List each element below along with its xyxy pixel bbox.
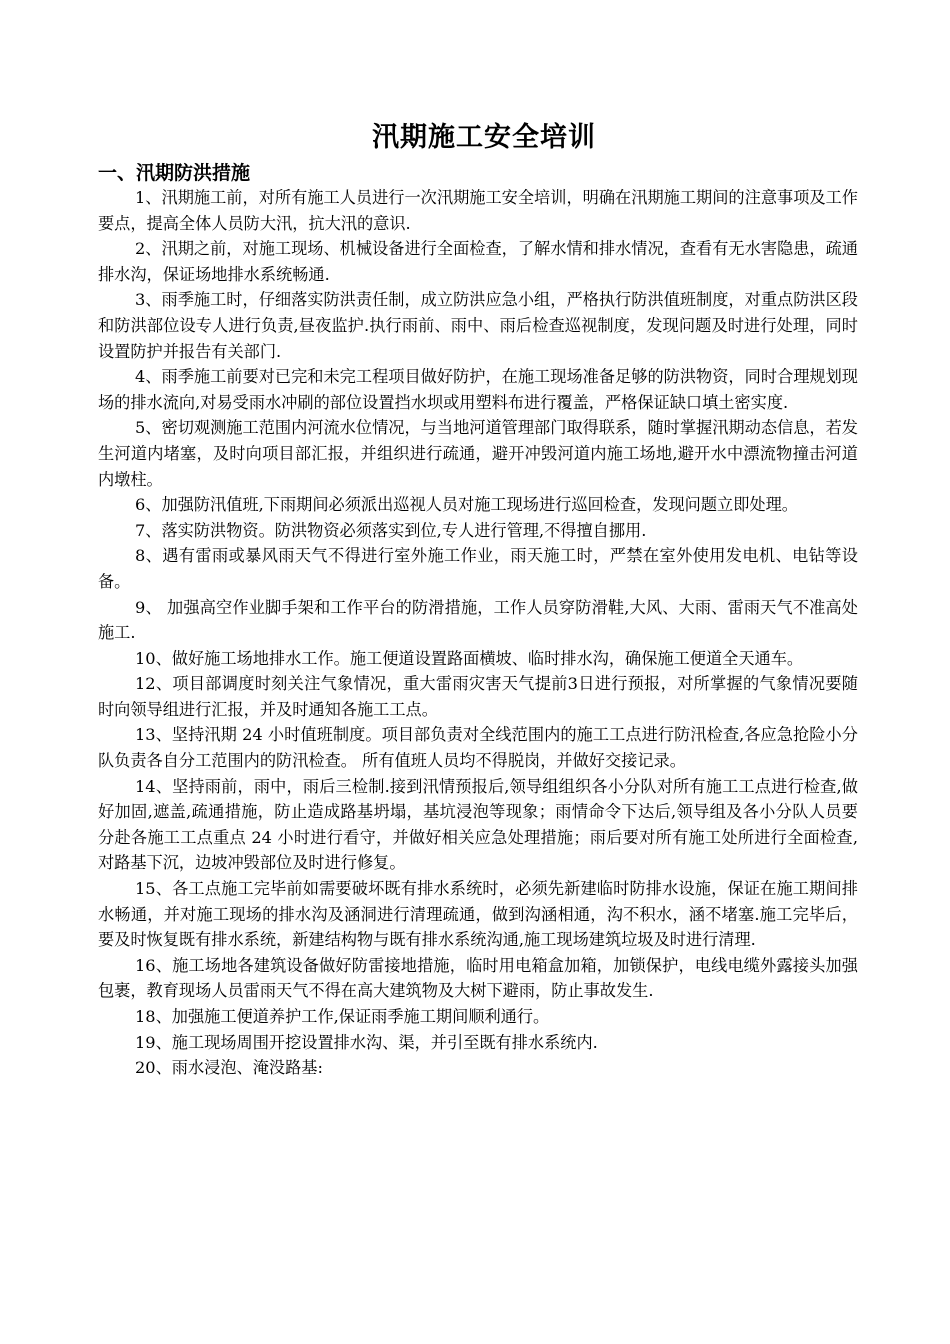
- paragraph-6: 6、加强防汛值班,下雨期间必须派出巡视人员对施工现场进行巡回检查，发现问题立即处理。: [135, 495, 798, 515]
- paragraph-14: 14、坚持雨前，雨中，雨后三检制.接到汛情预报后,领导组组织各小分队对所有施工工点进行检查,做好加固,遮盖,疏通措施，防止造成路基坍塌，基坑浸泡等现象；雨情命令下达后,领导组及各小分队人员要分赴各施工工点重点 24 小时进行看守，并做好相关应急处理措施；雨后要对所有施工处所进行全面检查,对路基下沉，边坡冲毁部位及时进行修复。: [98, 776, 858, 873]
- paragraph-3: 3、雨季施工时，仔细落实防洪责任制，成立防洪应急小组，严格执行防洪值班制度，对重点防洪区段和防洪部位设专人进行负责,昼夜监护.执行雨前、雨中、雨后检查巡视制度，发现问题及时进行处理，同时设置防护并报告有关部门.: [98, 290, 858, 361]
- paragraph-19: 19、施工现场周围开挖设置排水沟、渠，并引至既有排水系统内.: [135, 1032, 598, 1052]
- paragraph-list: [98, 185, 858, 1081]
- paragraph-15: 15、各工点施工完毕前如需要破坏既有排水系统时，必须先新建临时防排水设施，保证在施工期间排水畅通，并对施工现场的排水沟及涵洞进行清理疏通，做到沟涵相通，沟不积水，涵不堵塞.施工完毕后，要及时恢复既有排水系统，新建结构物与既有排水系统沟通,施工现场建筑垃圾及时进行清理.: [98, 879, 858, 950]
- paragraph-20: 20、雨水浸泡、淹没路基:: [135, 1058, 323, 1078]
- paragraph-7: 7、落实防洪物资。防洪物资必须落实到位,专人进行管理,不得擅自挪用.: [135, 520, 647, 540]
- paragraph-5: 5、密切观测施工范围内河流水位情况，与当地河道管理部门取得联系，随时掌握汛期动态信息，若发生河道内堵塞，及时向项目部汇报，并组织进行疏通，避开冲毁河道内施工场地,避开水中漂流物撞击河道内墩柱。: [98, 418, 858, 489]
- paragraph-1: 1、汛期施工前，对所有施工人员进行一次汛期施工安全培训，明确在汛期施工期间的注意事项及工作要点，提高全体人员防大汛，抗大汛的意识.: [98, 188, 858, 233]
- section-heading: 一、汛期防洪措施: [98, 162, 251, 184]
- paragraph-4: 4、雨季施工前要对已完和未完工程项目做好防护，在施工现场准备足够的防洪物资，同时合理规划现场的排水流向,对易受雨水冲刷的部位设置挡水坝或用塑料布进行覆盖，严格保证缺口填土密实度.: [98, 367, 858, 412]
- paragraph-12: 12、项目部调度时刻关注气象情况，重大雷雨灾害天气提前3日进行预报，对所掌握的气象情况要随时向领导组进行汇报，并及时通知各施工工点。: [98, 674, 858, 719]
- document-title: 汛期施工安全培训: [372, 122, 596, 153]
- paragraph-2: 2、汛期之前，对施工现场、机械设备进行全面检查，了解水情和排水情况，查看有无水害隐患，疏通排水沟，保证场地排水系统畅通.: [98, 239, 858, 284]
- paragraph-9: 9、 加强高空作业脚手架和工作平台的防滑措施，工作人员穿防滑鞋,大风、大雨、雷雨天气不准高处施工.: [98, 597, 858, 643]
- paragraph-10: 10、做好施工场地排水工作。施工便道设置路面横坡、临时排水沟，确保施工便道全天通车。: [135, 648, 804, 668]
- paragraph-16: 16、施工场地各建筑设备做好防雷接地措施，临时用电箱盒加箱，加锁保护，电线电缆外露接头加强包裹，教育现场人员雷雨天气不得在高大建筑物及大树下避雨，防止事故发生.: [98, 955, 858, 1001]
- document-page: [98, 118, 858, 1081]
- paragraph-8: 8、遇有雷雨或暴风雨天气不得进行室外施工作业，雨天施工时，严禁在室外使用发电机、电钻等设备。: [98, 546, 858, 591]
- paragraph-13: 13、坚持汛期 24 小时值班制度。项目部负责对全线范围内的施工工点进行防汛检查,各应急抢险小分队负责各自分工范围内的防汛检查。 所有值班人员均不得脱岗，并做好交接记录。: [98, 725, 858, 771]
- paragraph-18: 18、加强施工便道养护工作,保证雨季施工期间顺利通行。: [135, 1007, 550, 1026]
